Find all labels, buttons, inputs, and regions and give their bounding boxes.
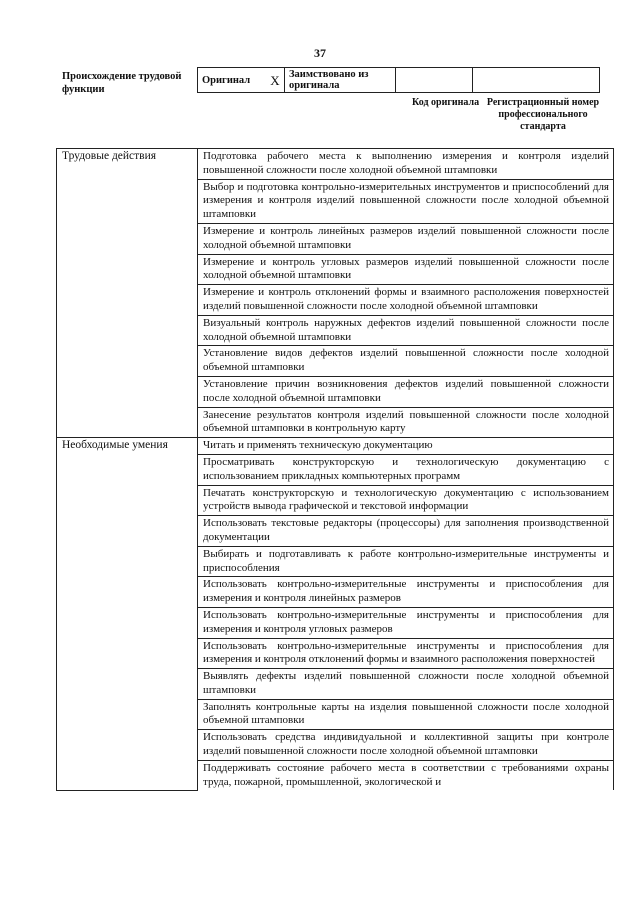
section-item: Использовать средства индивидуальной и коллективной защиты при контроле изделий повышенной сложности после холодной объемной штамповки	[198, 730, 614, 761]
origin-label: Происхождение трудовой функции	[62, 71, 182, 95]
section-item: Использовать контрольно-измерительные инструменты и приспособления для измерения и контроля линейных размеров	[198, 577, 614, 608]
section-item: Заполнять контрольные карты на изделия повышенной сложности после холодной объемной штамповки	[198, 699, 614, 730]
section-item: Выбор и подготовка контрольно-измерительных инструментов и приспособлений для измерения и контроля изделий повышенной сложности после холодной объемной штамповки	[198, 179, 614, 223]
original-code-cell	[396, 68, 473, 93]
section-item: Измерение и контроль отклонений формы и взаимного расположения поверхностей изделий повышенной сложности после холодной объемной штамповки	[198, 285, 614, 316]
section-item: Выявлять дефекты изделий повышенной сложности после холодной объемной штамповки	[198, 669, 614, 700]
section-item: Просматривать конструкторскую и технологическую документацию с использованием прикладных компьютерных программ	[198, 454, 614, 485]
section-heading: Трудовые действия	[57, 149, 198, 438]
section-item: Измерение и контроль линейных размеров изделий повышенной сложности после холодной объемной штамповки	[198, 223, 614, 254]
section-item: Поддерживать состояние рабочего места в соответствии с требованиями охраны труда, пожарной, промышленной, экологической и	[198, 760, 614, 790]
section-item: Использовать контрольно-измерительные инструменты и приспособления для измерения и контроля угловых размеров	[198, 607, 614, 638]
section-item: Читать и применять техническую документацию	[198, 438, 614, 455]
origin-table	[197, 67, 600, 93]
original-mark: X	[266, 68, 285, 93]
original-cell: Оригинал	[198, 68, 267, 93]
section-item: Печатать конструкторскую и технологическую документацию с использованием устройств вывода графической и текстовой информации	[198, 485, 614, 516]
section-item: Измерение и контроль угловых размеров изделий повышенной сложности после холодной объемной штамповки	[198, 254, 614, 285]
section-item: Использовать текстовые редакторы (процессоры) для заполнения производственной документации	[198, 516, 614, 547]
table-row	[57, 149, 614, 180]
section-item: Занесение результатов контроля изделий повышенной сложности после холодной объемной штамповки в контрольную карту	[198, 407, 614, 438]
registration-number-caption: Регистрационный номер профессионального стандарта	[486, 97, 600, 132]
section-item: Выбирать и подготавливать к работе контрольно-измерительные инструменты и приспособления	[198, 546, 614, 577]
section-item: Визуальный контроль наружных дефектов изделий повышенной сложности после холодной объемной штамповки	[198, 315, 614, 346]
table-row	[57, 438, 614, 455]
registration-number-cell	[473, 68, 600, 93]
section-item: Установление видов дефектов изделий повышенной сложности после холодной объемной штамповки	[198, 346, 614, 377]
section-heading: Необходимые умения	[57, 438, 198, 791]
page-number: 37	[314, 46, 326, 60]
section-item: Установление причин возникновения дефектов изделий повышенной сложности после холодной объемной штамповки	[198, 376, 614, 407]
borrowed-cell: Заимствовано из оригинала	[285, 68, 396, 93]
original-code-caption: Код оригинала	[412, 97, 480, 108]
section-item: Использовать контрольно-измерительные инструменты и приспособления для измерения и контроля отклонений формы и взаимного расположения поверхностей	[198, 638, 614, 669]
function-table	[56, 148, 614, 791]
section-item: Подготовка рабочего места к выполнению измерения и контроля изделий повышенной сложности после холодной объемной штамповки	[198, 149, 614, 180]
